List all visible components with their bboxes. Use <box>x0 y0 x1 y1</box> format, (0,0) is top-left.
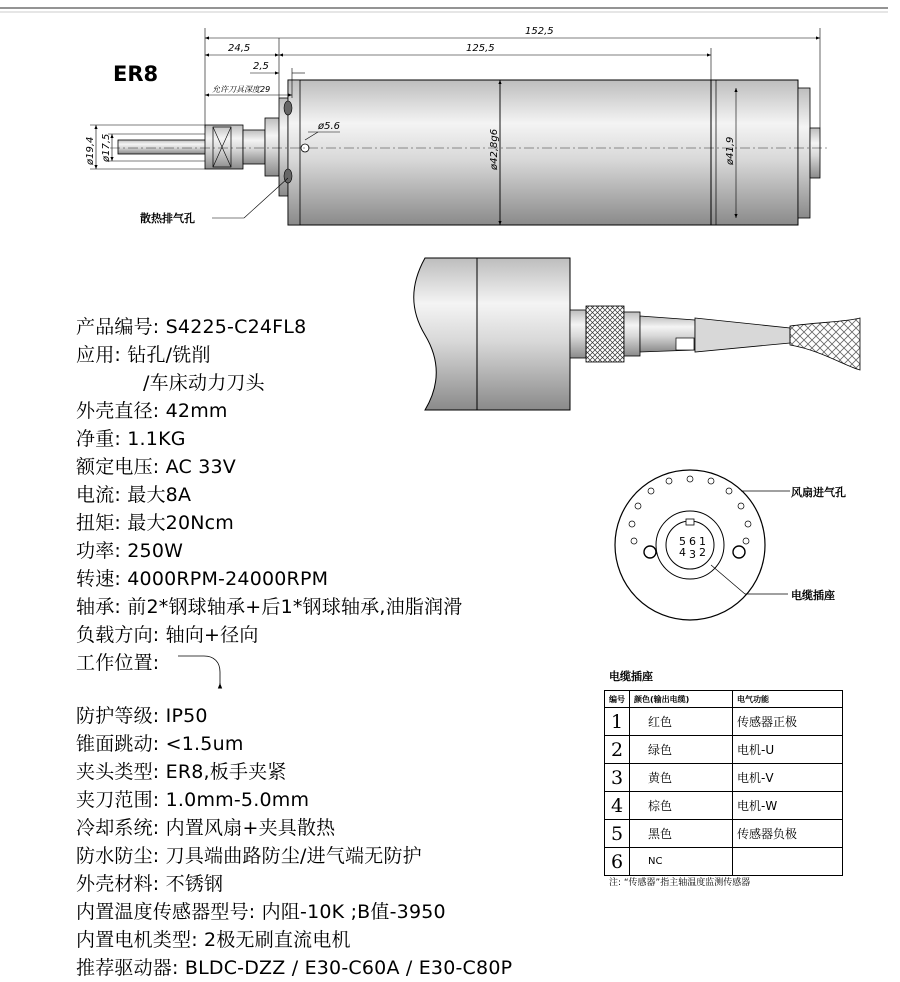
dim-small: 2,5 <box>253 61 269 72</box>
pin-6: 6 <box>689 535 696 548</box>
spec-row: 外壳材料: 不锈钢 <box>76 873 224 895</box>
table-row: 5 黑色 传感器负极 <box>605 820 843 848</box>
spec-row: 轴承: 前2*钢球轴承+后1*钢球轴承,油脂润滑 <box>76 596 463 618</box>
spec-row: 额定电压: AC 33V <box>76 456 236 478</box>
braided-cable <box>790 318 860 370</box>
table-row: 1 红色 传感器正极 <box>605 708 843 736</box>
table-row: 6 NC <box>605 848 843 876</box>
tool-shank <box>118 140 206 154</box>
spec-row: 应用: 钻孔/铣削 <box>76 344 211 366</box>
spec-row: 防护等级: IP50 <box>76 705 208 727</box>
pin-3: 3 <box>689 548 696 561</box>
spec-row: 扭矩: 最大20Ncm <box>76 512 234 534</box>
spec-row: 锥面跳动: <1.5um <box>76 733 244 755</box>
cable-pin-table <box>604 690 843 876</box>
spec-row: 夹头类型: ER8,板手夹紧 <box>76 761 287 783</box>
dim-body: 125,5 <box>466 43 495 54</box>
model-label: ER8 <box>113 62 159 86</box>
spindle-end-view <box>615 470 846 620</box>
dim-overall: 152,5 <box>525 26 554 37</box>
table-header-row: 编号 颜色(输出电缆) 电气功能 <box>605 691 843 708</box>
working-position-symbol <box>178 656 220 688</box>
spec-row: 功率: 250W <box>76 540 184 562</box>
table-row: 2 绿色 电机-U <box>605 736 843 764</box>
table-row: 3 黄色 电机-V <box>605 764 843 792</box>
spec-row: /车床动力刀头 <box>143 372 265 394</box>
dim-rear-diameter: ø41,9 <box>725 136 736 165</box>
spec-row: 内置温度传感器型号: 内阻-10K ;B值-3950 <box>76 901 446 923</box>
spec-row: 外壳直径: 42mm <box>76 400 228 422</box>
spindle-side-view <box>110 80 830 225</box>
dim-collet-inner: ø17,5 <box>101 133 112 162</box>
spec-row: 推荐驱动器: BLDC-DZZ / E30-C60A / E30-C80P <box>76 957 513 979</box>
spec-row: 净重: 1.1KG <box>76 428 186 450</box>
spec-row: 防水防尘: 刀具端曲路防尘/进气端无防护 <box>76 845 422 867</box>
pin-4: 4 <box>679 546 686 559</box>
dim-front: 24,5 <box>228 43 251 54</box>
rear-cable-view <box>414 258 860 410</box>
callout-exhaust: 散热排气孔 <box>140 212 195 225</box>
dim-shaft: ø5.6 <box>318 121 341 132</box>
table-row: 4 棕色 电机-W <box>605 792 843 820</box>
spec-row: 转速: 4000RPM-24000RPM <box>76 568 329 590</box>
spec-row: 工作位置: <box>76 652 160 674</box>
callout-fan-inlet: 风扇进气孔 <box>791 486 846 499</box>
spec-row: 夹刀范围: 1.0mm-5.0mm <box>76 789 310 811</box>
pin-2: 2 <box>699 546 706 559</box>
spec-row: 产品编号: S4225-C24FL8 <box>76 316 307 338</box>
callout-cable-socket: 电缆插座 <box>791 589 835 602</box>
spec-row: 负载方向: 轴向+径向 <box>76 624 259 646</box>
spec-row: 电流: 最大8A <box>76 484 192 506</box>
dim-tool-depth: 允许刀具深度29 <box>212 85 271 94</box>
dim-body-diameter: ø42,8g6 <box>489 128 500 170</box>
rear-plug <box>810 128 820 178</box>
pin-1: 1 <box>699 535 706 548</box>
collet-nut <box>205 125 243 169</box>
spec-row: 冷却系统: 内置风扇+夹具散热 <box>76 817 336 839</box>
cable-table-title: 电缆插座 <box>609 670 653 683</box>
dim-collet-outer: ø19,4 <box>85 136 96 165</box>
table-note: 注: “传感器”指主轴温度监测传感器 <box>609 878 751 888</box>
connector-knurl <box>586 306 624 362</box>
pin-5: 5 <box>679 535 686 548</box>
spec-row: 内置电机类型: 2极无刷直流电机 <box>76 929 351 951</box>
